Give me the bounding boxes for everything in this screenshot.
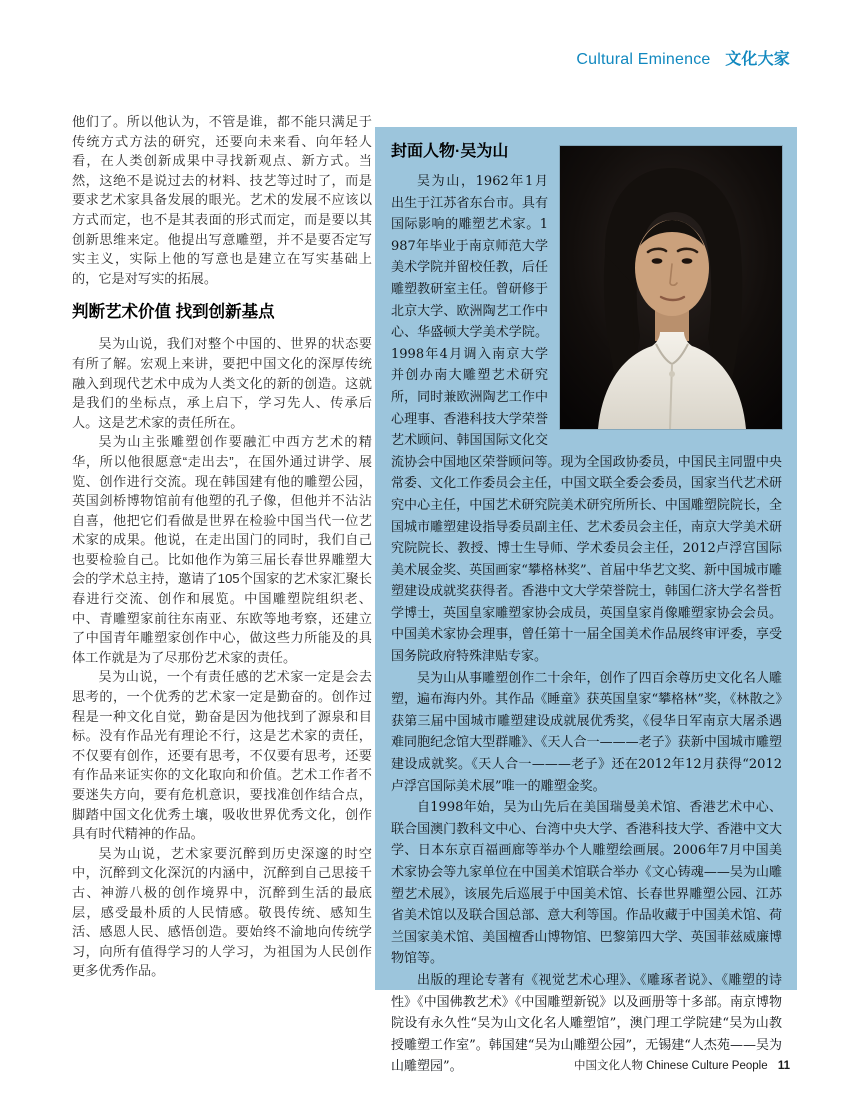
profile-paragraph: 吴为山从事雕塑创作二十余年，创作了四百余尊历史文化名人雕塑，遍布海内外。其作品《睡童》获英国皇家“攀格林”奖，《林散之》获第三届中国城市雕塑建设成就展优秀奖，《侵华日军南京大屠杀遇难同胞纪念馆大型群雕》、《天人合一———老子》获新中国城市雕塑建设成就奖。《天人合一———老子》还在2012年12月获得“2012卢浮宫国际美术展”唯一的雕塑金奖。 bbox=[391, 670, 782, 794]
profile-paragraph: 出版的理论专著有《视觉艺术心理》、《雕琢者说》、《雕塑的诗性》《中国佛教艺术》《中国雕塑新锐》以及画册等十多部。南京博物院设有永久性“吴为山文化名人雕塑馆”，澳门理工学院建“吴为山教授雕塑工作室”。韩国建“吴为山雕塑公园”，无锡建“人杰苑——吴为山雕塑园”。 bbox=[391, 972, 782, 1075]
running-header-english: Cultural Eminence bbox=[576, 51, 711, 68]
profile-paragraph: 吴为山，1962年1月出生于江苏省东台市。具有国际影响的雕塑艺术家。1987年毕业于南京师范大学美术学院并留校任教，后任雕塑教研室主任。曾研修于北京大学、欧洲陶艺工作中心、华盛顿大学美术学院。1998年4月调入南京大学并创办南大雕塑艺术研究所，同时兼欧洲陶艺工作中心理事、香港科技大学荣誉艺术顾问、韩国国际文化交流协会中国地区荣誉顾问等。现为全国政协委员，中国民主同盟中央常委、文化工作委员会主任，中国文联全委会委员，国家当代艺术研究中心主任，中国艺术研究院美术研究所所长、中国雕塑院院长，全国城市雕塑建设指导委员副主任、艺术委员会主任，南京大学美术研究院院长、教授、博士生导师、学术委员会主任，2012卢浮宫国际美术展金奖、英国画家“攀格林奖”、首届中华艺文奖、新中国城市雕塑建设成就奖获得者。香港中文大学荣誉院士，韩国仁济大学名誉哲学博士，英国皇家雕塑家协会成员，英国皇家肖像雕塑家协会会员。中国美术家协会理事，曾任第十一届全国美术作品展终审评委，享受国务院政府特殊津贴专家。 bbox=[391, 174, 782, 665]
page-number: 11 bbox=[777, 1060, 790, 1072]
profile-title: 封面人物·吴为山 bbox=[391, 143, 509, 160]
eye-right bbox=[682, 258, 693, 264]
section-heading: 判断艺术价值 找到创新基点 bbox=[72, 303, 275, 322]
body-paragraph: 吴为山说，一个有责任感的艺术家一定是会去思考的，一个优秀的艺术家一定是勤奋的。创作过程是一种文化自觉，勤奋是因为他找到了源泉和目标。没有作品光有理论不行，这是艺术家的责任，不仅要有创作，还要有思考，不仅要有思考，还要有作品来证实你的文化取向和价值。艺术工作者不要迷失方向，要有危机意识，要找准创作结合点，脚踏中国文化优秀土壤，吸收世界优秀文化，创作具有时代精神的作品。 bbox=[72, 669, 372, 842]
running-header bbox=[576, 46, 790, 69]
body-paragraph: 吴为山说，艺术家要沉醉到历史深邃的时空中，沉醉到文化深沉的内涵中，沉醉到自己思接千古、神游八极的创作境界中，沉醉到生活的最底层，感受最朴质的人民情感。敬畏传统、感知生活、感恩人民、感悟创造。要始终不渝地向传统学习，向所有值得学习的人学习，为祖国为人民创作更多优秀作品。 bbox=[72, 845, 372, 979]
eye-left bbox=[652, 258, 663, 264]
article-left-column bbox=[72, 112, 372, 981]
running-footer bbox=[574, 1057, 790, 1073]
footer-journal-chinese: 中国文化人物 bbox=[573, 1060, 643, 1072]
body-paragraph: 吴为山主张雕塑创作要融汇中西方艺术的精华，所以他很愿意“走出去”，在国外通过讲学、展览、创作进行交流。现在韩国建有他的雕塑公园，英国剑桥博物馆前有他塑的孔子像，但他并不沾沾自喜，他把它们看做是世界在检验中国当代一位艺术家的成果。他说，在走出国门的同时，我们自己也要检验自己。比如他作为第三届长春世界雕塑大会的学术总主持，邀请了105个国家的艺术家汇聚长春进行交流、创作和展览。中国雕塑院组织老、中、青雕塑家前往东南亚、东欧等地考察，还建立了中国青年雕塑家创作中心，做这些力所能及的具体工作就是为了尽那份艺术家的责任。 bbox=[72, 434, 372, 665]
body-paragraph: 吴为山说，我们对整个中国的、世界的状态要有所了解。宏观上来讲，要把中国文化的深厚传统融入到现代艺术中成为人类文化的新的创造。这就是我们的坐标点，承上启下，学习先人、传承后人。这是艺术家的责任所在。 bbox=[72, 336, 372, 430]
cover-person-photo bbox=[560, 146, 782, 429]
footer-journal-english: Chinese Culture People bbox=[646, 1060, 768, 1072]
profile-paragraph: 自1998年始，吴为山先后在美国瑞曼美术馆、香港艺术中心、联合国澳门教科文中心、台湾中央大学、香港科技大学、香港中文大学、日本东京百福画廊等举办个人雕塑绘画展。2006年7月中国美术家协会等九家单位在中国美术馆联合举办《文心铸魂——吴为山雕塑艺术展》，该展先后巡展于中国美术馆、长春世界雕塑公园、江苏省美术馆以及联合国总部、意大利等国。作品收藏于中国美术馆、荷兰国家美术馆、美国檀香山博物馆、巴黎第四大学、英国菲兹威廉博物馆等。 bbox=[391, 800, 782, 967]
pendant bbox=[669, 371, 675, 377]
body-paragraph: 他们了。所以他认为，不管是谁，都不能只满足于传统方式方法的研究，还要向未来看、向年轻人看，在人类创新成果中寻找新观点、新方式。当然，这绝不是说过去的材料、技艺等过时了，而是要求艺术家具备发展的眼光。艺术的发展不应该以方式而定，也不是其表面的形式而定，而是要以其创新思维来定。他提出写意雕塑，并不是要否定写实主义，实际上他的写意也是建立在写实基础上的，它是对写实的拓展。 bbox=[72, 114, 372, 286]
running-header-chinese: 文化大家 bbox=[725, 51, 790, 68]
